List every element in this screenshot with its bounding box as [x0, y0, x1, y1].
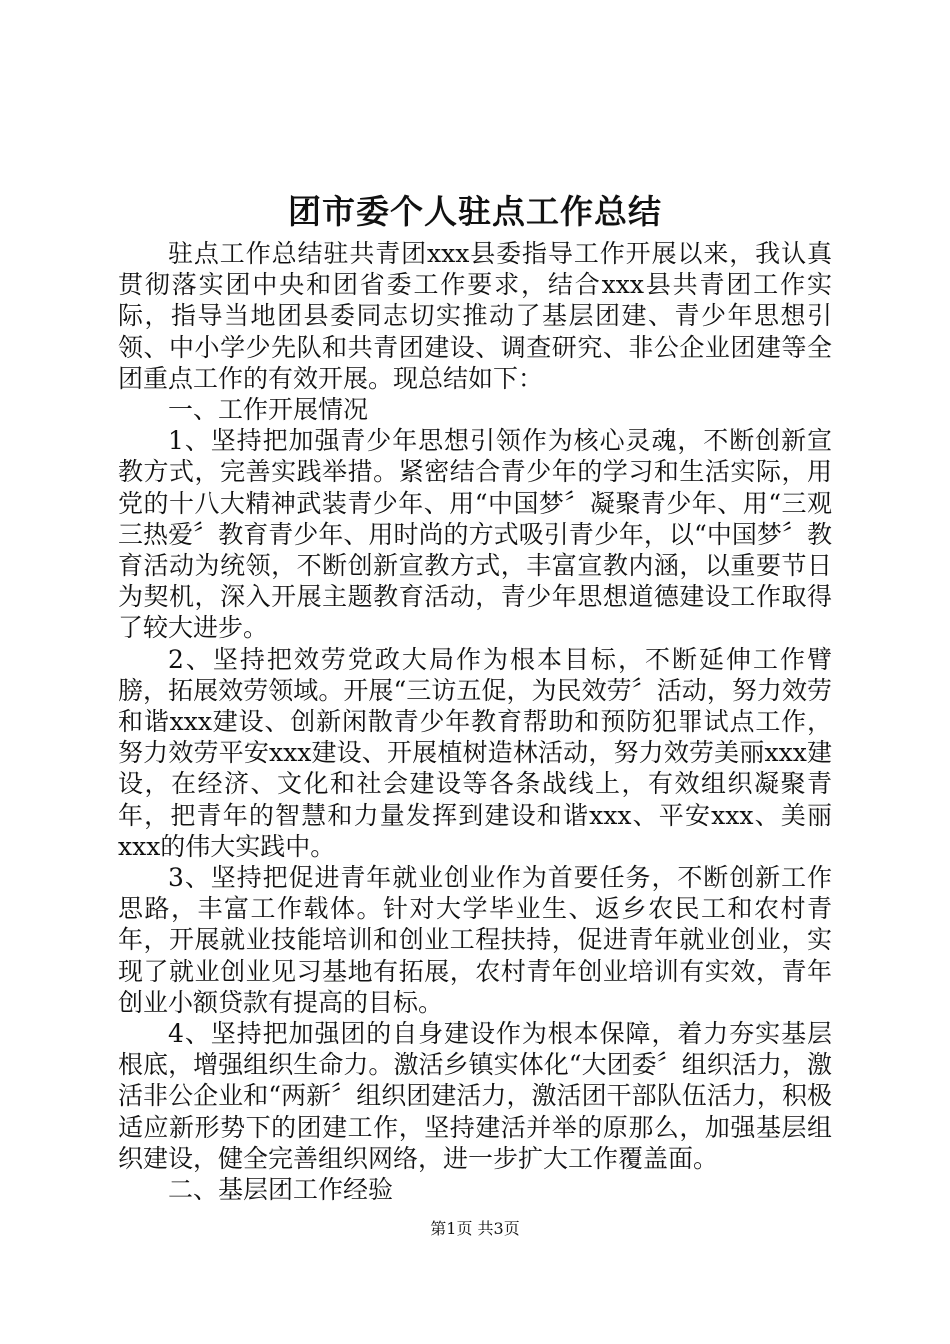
paragraph-item-1: 1、坚持把加强青少年思想引领作为核心灵魂，不断创新宣教方式，完善实践举措。紧密结合青少年的学习和生活实际，用党的十八大精神武装青少年、用“中国梦〞凝聚青少年、用“三观三热爱〞教育青少年、用时尚的方式吸引青少年，以“中国梦〞教育活动为统领，不断创新宣教方式，丰富宣教内涵，以重要节日为契机，深入开展主题教育活动，青少年思想道德建设工作取得了较大进步。	[118, 426, 832, 643]
document-title: 团市委个人驻点工作总结	[288, 192, 662, 231]
document-body	[118, 238, 832, 1205]
section-heading-experience: 二、基层团工作经验	[168, 1175, 394, 1205]
section-heading-work-progress: 一、工作开展情况	[168, 395, 369, 425]
page-number-footer: 第1页 共3页	[430, 1219, 520, 1238]
intro-paragraph: 驻点工作总结驻共青团xxx县委指导工作开展以来，我认真贯彻落实团中央和团省委工作要求，结合xxx县共青团工作实际，指导当地团县委同志切实推动了基层团建、青少年思想引领、中小学少先队和共青团建设、调查研究、非公企业团建等全团重点工作的有效开展。现总结如下：	[118, 239, 832, 393]
paragraph-item-4: 4、坚持把加强团的自身建设作为根本保障，着力夯实基层根底，增强组织生命力。激活乡镇实体化“大团委〞组织活力，激活非公企业和“两新〞组织团建活力，激活团干部队伍活力，积极适应新形势下的团建工作，坚持建活并举的原那么，加强基层组织建设，健全完善组织网络，进一步扩大工作覆盖面。	[118, 1019, 832, 1173]
paragraph-item-3: 3、坚持把促进青年就业创业作为首要任务，不断创新工作思路，丰富工作载体。针对大学毕业生、返乡农民工和农村青年，开展就业技能培训和创业工程扶持，促进青年就业创业，实现了就业创业见习基地有拓展，农村青年创业培训有实效，青年创业小额贷款有提高的目标。	[118, 863, 832, 1017]
paragraph-item-2: 2、坚持把效劳党政大局作为根本目标，不断延伸工作臂膀，拓展效劳领域。开展“三访五促，为民效劳〞活动，努力效劳和谐xxx建设、创新闲散青少年教育帮助和预防犯罪试点工作，努力效劳平安xxx建设、开展植树造林活动，努力效劳美丽xxx建设，在经济、文化和社会建设等各条战线上，有效组织凝聚青年，把青年的智慧和力量发挥到建设和谐xxx、平安xxx、美丽xxx的伟大实践中。	[118, 644, 832, 861]
